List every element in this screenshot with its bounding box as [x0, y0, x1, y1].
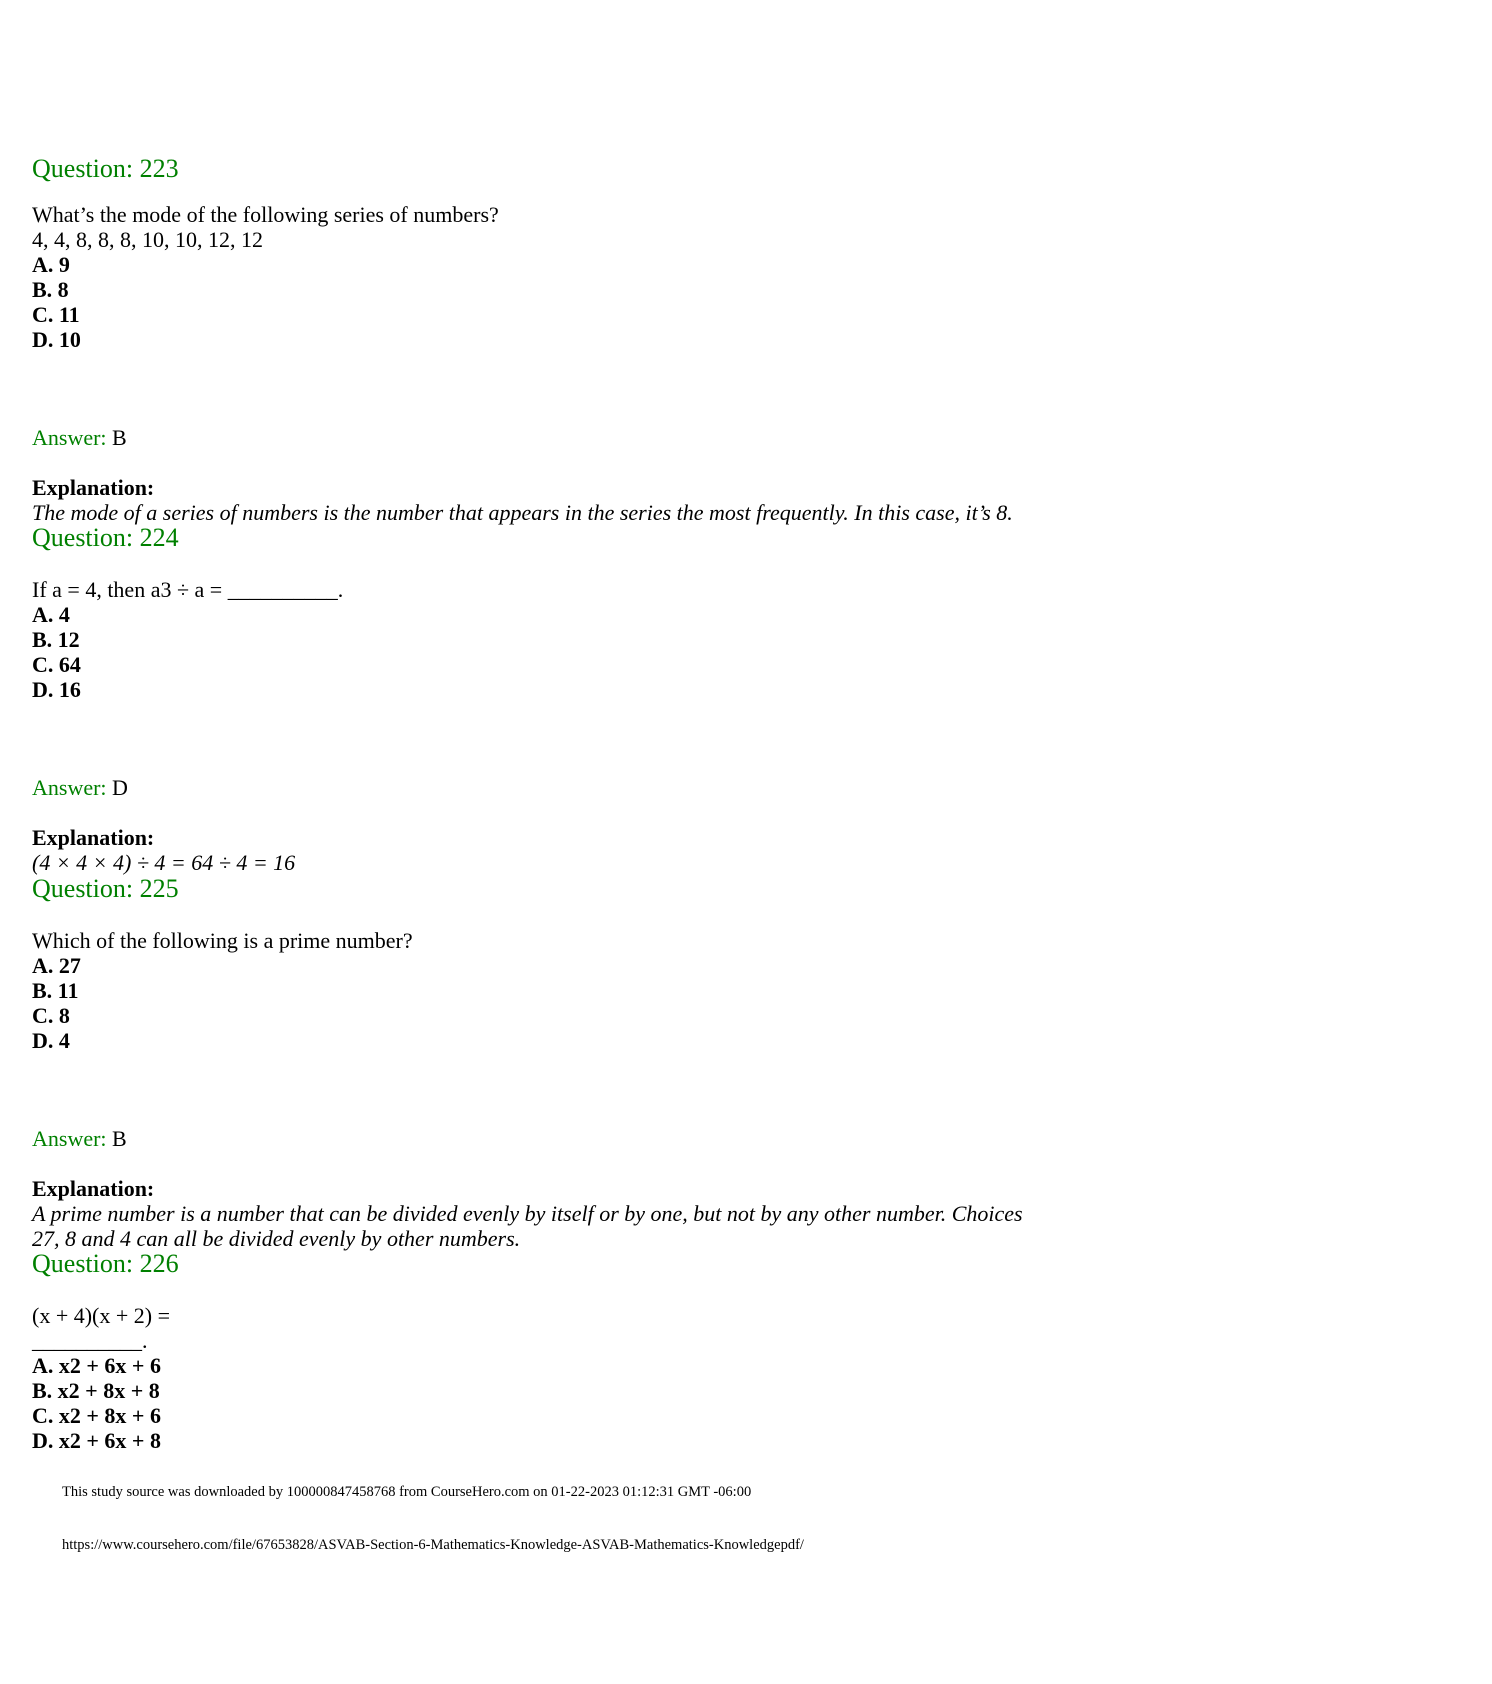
answer-option: B. 8 — [32, 277, 69, 302]
question-prompt: If a = 4, then a3 ÷ a = __________. — [32, 577, 344, 602]
answer-option: A. 27 — [32, 953, 81, 978]
question-prompt: What’s the mode of the following series of numbers? — [32, 202, 499, 227]
answer-option: C. 11 — [32, 302, 80, 327]
answer-option: A. x2 + 6x + 6 — [32, 1353, 161, 1378]
question-heading: Question: 225 — [32, 874, 179, 903]
answer-option: D. 16 — [32, 677, 81, 702]
answer-option: C. 8 — [32, 1003, 70, 1028]
question-prompt: Which of the following is a prime number? — [32, 928, 413, 953]
answer-value: B — [106, 425, 127, 450]
answer-line — [32, 424, 127, 451]
answer-label: Answer: — [32, 1126, 107, 1151]
explanation-label: Explanation: — [32, 825, 155, 850]
download-note: This study source was downloaded by 100000847458768 from CourseHero.com on 01-22-2023 01:12:31 GMT -06:00 — [62, 1484, 752, 1500]
question-heading: Question: 224 — [32, 523, 179, 552]
answer-line — [32, 1125, 127, 1152]
question-prompt: (x + 4)(x + 2) = — [32, 1303, 171, 1328]
answer-option: B. 12 — [32, 627, 80, 652]
answer-value: B — [106, 1126, 127, 1151]
answer-option: C. 64 — [32, 652, 81, 677]
answer-value: D — [106, 775, 128, 800]
explanation-text: (4 × 4 × 4) ÷ 4 = 64 ÷ 4 = 16 — [32, 850, 296, 875]
answer-option: B. x2 + 8x + 8 — [32, 1378, 160, 1403]
answer-option: D. 10 — [32, 327, 81, 352]
answer-label: Answer: — [32, 775, 107, 800]
question-heading: Question: 223 — [32, 154, 179, 183]
explanation-text: The mode of a series of numbers is the number that appears in the series the most frequently. In this case, it’s 8. — [32, 500, 1013, 525]
answer-line — [32, 774, 128, 801]
answer-option: B. 11 — [32, 978, 79, 1003]
explanation-label: Explanation: — [32, 1176, 155, 1201]
explanation-text: A prime number is a number that can be divided evenly by itself or by one, but not by any other number. Choices — [32, 1201, 1023, 1226]
source-url[interactable]: https://www.coursehero.com/file/67653828/ASVAB-Section-6-Mathematics-Knowledge-ASVAB-Mathematics-Knowledgepdf/ — [62, 1537, 804, 1553]
explanation-label: Explanation: — [32, 475, 155, 500]
answer-option: A. 9 — [32, 252, 70, 277]
answer-option: C. x2 + 8x + 6 — [32, 1403, 161, 1428]
question-prompt: __________. — [32, 1328, 148, 1353]
answer-option: D. x2 + 6x + 8 — [32, 1428, 161, 1453]
answer-option: D. 4 — [32, 1028, 70, 1053]
answer-option: A. 4 — [32, 602, 70, 627]
question-prompt: 4, 4, 8, 8, 8, 10, 10, 12, 12 — [32, 227, 263, 252]
explanation-text: 27, 8 and 4 can all be divided evenly by other numbers. — [32, 1226, 521, 1251]
question-heading: Question: 226 — [32, 1249, 179, 1278]
answer-label: Answer: — [32, 425, 107, 450]
